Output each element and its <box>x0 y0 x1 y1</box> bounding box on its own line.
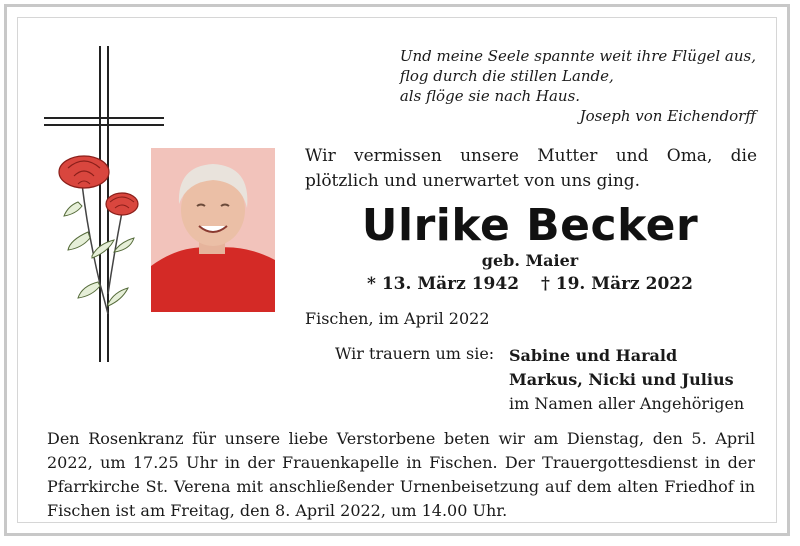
mourners-label: Wir trauern um sie: <box>335 344 495 363</box>
poem-line: Und meine Seele spannte weit ihre Flügel aus, <box>399 47 756 65</box>
mourners-list <box>509 344 744 416</box>
death-date: † 19. März 2022 <box>540 274 693 294</box>
cross-with-roses-icon <box>42 44 168 364</box>
poem-line: flog durch die stillen Lande, <box>399 67 614 85</box>
poem-author: Joseph von Eichendorff <box>579 107 756 125</box>
birth-date: * 13. März 1942 <box>367 274 520 294</box>
deceased-name: Ulrike Becker <box>361 200 699 251</box>
poem-line: als flöge sie nach Haus. <box>399 87 581 105</box>
portrait-illustration <box>151 148 275 312</box>
mourner-line: Sabine und Harald <box>509 346 678 365</box>
mourner-line: Markus, Nicki und Julius <box>509 370 734 389</box>
place-date: Fischen, im April 2022 <box>305 309 490 328</box>
intro-text: Wir vermissen unsere Mutter und Oma, die plötzlich und unerwartet von uns ging. <box>305 146 757 191</box>
mourner-line: im Namen aller Angehörigen <box>509 394 745 413</box>
service-announcement: Den Rosenkranz für unsere liebe Verstorbene beten wir am Dienstag, den 5. April 2022, um 17.25 Uhr in der Frauenkapelle in Fischen. Der Trauergottesdienst in der Pfarrkirche St. Verena mit anschließender Urnenbeisetzung auf dem alten Friedhof in Fischen ist am Freitag, den 8. April 2022, um 14.00 Uhr. <box>47 429 755 520</box>
birth-name: geb. Maier <box>481 251 579 270</box>
life-dates <box>300 274 760 294</box>
portrait-photo <box>151 148 275 312</box>
poem <box>400 46 756 126</box>
